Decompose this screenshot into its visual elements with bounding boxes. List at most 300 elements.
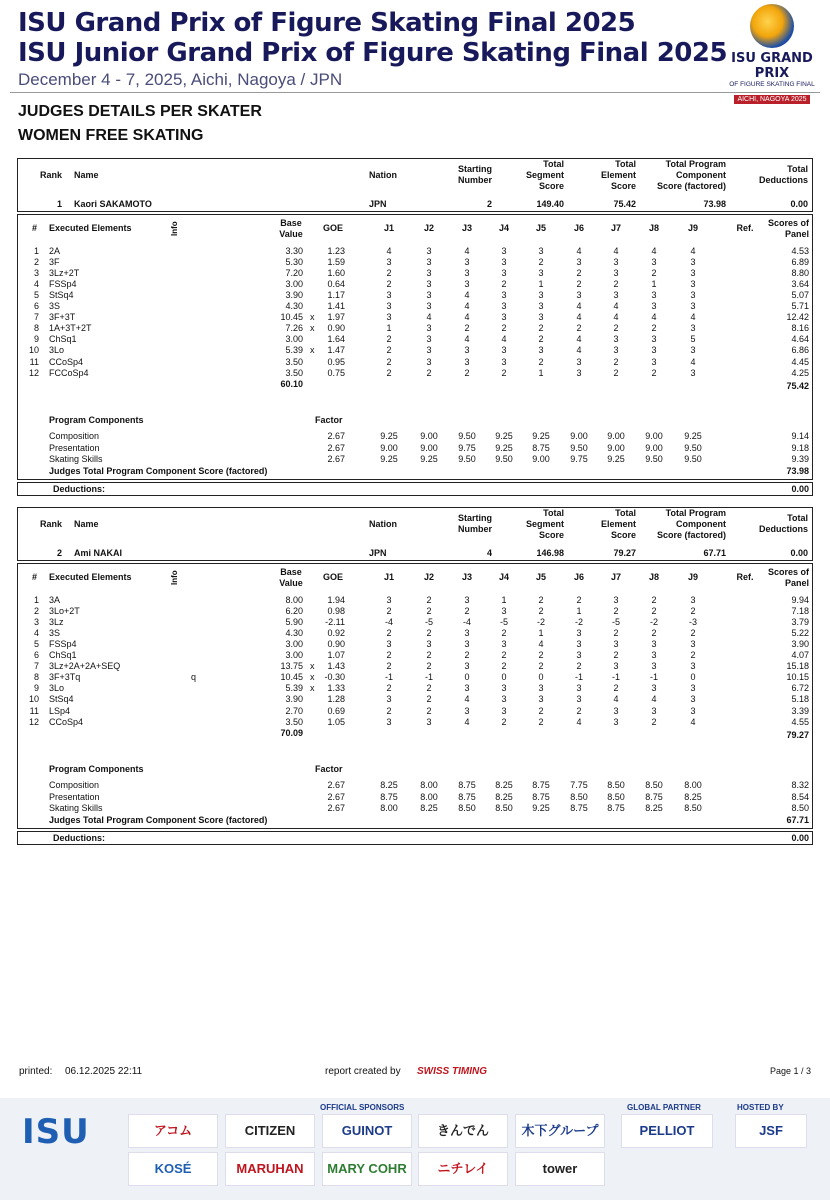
element-name: 3Lz+2T xyxy=(49,268,80,279)
judge-score: 3 xyxy=(651,290,657,301)
judge-header: J7 xyxy=(610,223,621,233)
element-number: 6 xyxy=(33,650,39,661)
element-base-value: 7.20 xyxy=(285,268,303,279)
judge-header: J8 xyxy=(648,572,659,582)
name-header: Name xyxy=(74,170,99,180)
judge-score: 2 xyxy=(538,334,544,345)
judge-score: 3 xyxy=(690,705,696,716)
judge-score: 4 xyxy=(464,334,470,345)
judge-score: -1 xyxy=(424,672,433,683)
element-name: ChSq1 xyxy=(49,650,77,661)
element-name: CCoSp4 xyxy=(49,356,84,367)
component-name: Composition xyxy=(49,780,100,790)
component-name: Composition xyxy=(49,431,100,441)
starting-number-header: Number xyxy=(457,175,492,185)
judge-score: 2 xyxy=(576,279,582,290)
judge-score: 3 xyxy=(576,694,582,705)
judge-score: 3 xyxy=(690,367,696,378)
element-base-value: 6.20 xyxy=(285,606,303,617)
judge-score: 2 xyxy=(426,628,432,639)
component-score: 9.18 xyxy=(791,442,809,453)
component-score: 8.50 xyxy=(791,803,809,813)
judge-score: 4 xyxy=(576,334,582,345)
total-segment-score: 149.40 xyxy=(536,199,564,209)
judge-score: 4 xyxy=(576,345,582,356)
judge-score: 2 xyxy=(426,650,432,661)
component-judge-score: 8.50 xyxy=(645,780,663,790)
element-number: 8 xyxy=(33,323,39,334)
judge-score: 2 xyxy=(651,716,657,727)
judge-score: 2 xyxy=(538,650,544,661)
logo-line2: OF FIGURE SKATING FINAL xyxy=(729,81,815,88)
element-name: FCCoSp4 xyxy=(49,367,89,378)
deductions-header: Deductions xyxy=(758,175,808,185)
judge-score: 0 xyxy=(538,672,544,683)
judge-score: 4 xyxy=(426,312,432,323)
info-header: Info xyxy=(170,221,179,236)
base-value-header: Base xyxy=(280,567,302,577)
judge-score: 3 xyxy=(690,323,696,334)
event-title: ISU Grand Prix of Figure Skating Final 2025 xyxy=(18,8,636,38)
element-score-total: 79.27 xyxy=(786,729,809,740)
element-goe: 1.97 xyxy=(327,312,345,323)
judge-score: 3 xyxy=(538,301,544,312)
element-bonus-marker: x xyxy=(310,323,315,334)
judge-score: 3 xyxy=(651,639,657,650)
segment-score-header: Total xyxy=(543,159,564,169)
judge-header: J5 xyxy=(535,572,546,582)
sponsor-logo: MARUHAN xyxy=(225,1152,315,1186)
element-name: StSq4 xyxy=(49,694,74,705)
component-total-score: 73.98 xyxy=(786,466,809,476)
element-name: 3Lo xyxy=(49,345,65,356)
printed-label: printed: xyxy=(19,1066,53,1077)
judge-score: 3 xyxy=(651,683,657,694)
judge-score: 4 xyxy=(464,246,470,256)
skater-name: Ami NAKAI xyxy=(74,548,123,558)
judge-score: 2 xyxy=(651,268,657,279)
judge-header: J9 xyxy=(687,572,698,582)
element-panel-score: 4.25 xyxy=(791,367,809,378)
judge-score: 4 xyxy=(651,694,657,705)
judge-score: 4 xyxy=(651,312,657,323)
judge-score: -5 xyxy=(611,617,620,628)
scores-of-panel-header: Scores of xyxy=(767,218,809,228)
judge-score: 4 xyxy=(690,246,696,256)
element-goe: 0.92 xyxy=(327,628,345,639)
judge-score: 4 xyxy=(576,246,582,256)
judge-score: 2 xyxy=(501,279,507,290)
report-created-by: report created by xyxy=(325,1066,401,1077)
element-panel-score: 6.86 xyxy=(791,345,809,356)
element-base-value: 3.00 xyxy=(285,639,303,650)
component-factor: 2.67 xyxy=(327,780,345,790)
judge-score: 2 xyxy=(386,268,392,279)
judge-score: 4 xyxy=(613,312,619,323)
judge-score: 1 xyxy=(386,323,392,334)
judge-score: 0 xyxy=(501,672,507,683)
element-panel-score: 3.39 xyxy=(791,705,809,716)
judge-score: 3 xyxy=(464,345,470,356)
judge-score: 3 xyxy=(501,345,507,356)
judge-score: 2 xyxy=(576,705,582,716)
element-panel-score: 6.72 xyxy=(791,683,809,694)
event-dates: December 4 - 7, 2025, Aichi, Nagoya / JPN xyxy=(18,70,343,89)
judge-score: -2 xyxy=(574,617,583,628)
element-name: 1A+3T+2T xyxy=(49,323,92,334)
skater-name: Kaori SAKAMOTO xyxy=(74,199,152,209)
judge-score: 3 xyxy=(501,246,507,256)
element-name: CCoSp4 xyxy=(49,716,84,727)
element-number: 1 xyxy=(33,246,39,256)
component-judge-score: 8.25 xyxy=(420,803,438,813)
judge-score: 2 xyxy=(464,367,470,378)
ref-header: Ref. xyxy=(736,572,754,582)
component-judge-score: 9.00 xyxy=(420,442,438,453)
component-judge-score: 9.25 xyxy=(495,442,513,453)
element-panel-score: 4.55 xyxy=(791,716,809,727)
component-judge-score: 8.00 xyxy=(380,803,398,813)
judge-score: 3 xyxy=(386,290,392,301)
judge-score: 4 xyxy=(576,301,582,312)
element-goe: 1.47 xyxy=(327,345,345,356)
element-info: q xyxy=(191,672,197,683)
element-base-value: 10.45 xyxy=(280,672,303,683)
component-judge-score: 9.25 xyxy=(532,803,550,813)
isu-grand-prix-logo-icon xyxy=(724,4,820,103)
deductions-box xyxy=(17,482,813,496)
component-judge-score: 9.50 xyxy=(495,454,513,464)
base-value-header: Base xyxy=(280,218,302,228)
element-score-total: 75.42 xyxy=(786,380,809,391)
host-logo: JSF xyxy=(735,1114,807,1148)
element-score-header: Element xyxy=(600,170,636,180)
element-base-value: 8.00 xyxy=(285,595,303,605)
deductions-header: Total xyxy=(787,164,808,174)
total-element-score: 75.42 xyxy=(613,199,636,209)
scores-of-panel-header: Panel xyxy=(784,229,809,239)
element-base-value: 5.39 xyxy=(285,345,303,356)
judge-score: 3 xyxy=(538,345,544,356)
judge-score: 3 xyxy=(651,334,657,345)
page-number: Page 1 / 3 xyxy=(769,1066,811,1076)
component-score-header: Score (factored) xyxy=(656,530,726,540)
judge-score: 4 xyxy=(690,716,696,727)
judge-score: 3 xyxy=(538,246,544,256)
component-judge-score: 8.50 xyxy=(495,803,513,813)
judge-header: J1 xyxy=(383,572,394,582)
element-goe: -2.11 xyxy=(325,617,345,628)
judge-score: 3 xyxy=(501,606,507,617)
component-judge-score: 8.50 xyxy=(607,780,625,790)
component-judge-score: 9.00 xyxy=(420,431,438,441)
component-judge-score: 8.25 xyxy=(380,780,398,790)
judge-score: 2 xyxy=(538,661,544,672)
judge-score: 3 xyxy=(501,290,507,301)
element-score-header: Total xyxy=(615,159,636,169)
element-goe: 1.94 xyxy=(327,595,345,605)
judge-score: 3 xyxy=(426,246,432,256)
component-factor: 2.67 xyxy=(327,431,345,441)
judge-score: 4 xyxy=(464,694,470,705)
segment-score-header: Segment xyxy=(525,519,564,529)
judge-score: 2 xyxy=(613,683,619,694)
ref-header: Ref. xyxy=(736,223,754,233)
starting-number-header: Number xyxy=(457,524,492,534)
element-number: 10 xyxy=(28,345,39,356)
component-judge-score: 8.25 xyxy=(495,791,513,802)
hosted-by-label: HOSTED BY xyxy=(737,1103,784,1112)
judge-score: 4 xyxy=(464,716,470,727)
swiss-timing-logo: SWISS TIMING xyxy=(417,1066,487,1077)
element-panel-score: 5.71 xyxy=(791,301,809,312)
element-base-value: 4.30 xyxy=(285,301,303,312)
element-panel-score: 6.89 xyxy=(791,257,809,268)
sponsor-logo: MARY COHR xyxy=(322,1152,412,1186)
component-judge-score: 9.50 xyxy=(645,454,663,464)
judge-score: 2 xyxy=(386,628,392,639)
judge-score: 3 xyxy=(426,268,432,279)
judge-score: 3 xyxy=(386,301,392,312)
sponsor-logo: アコム xyxy=(128,1114,218,1148)
judge-score: 0 xyxy=(690,672,696,683)
element-number: 11 xyxy=(29,705,39,716)
element-name: 3F xyxy=(49,257,60,268)
element-name: FSSp4 xyxy=(49,279,77,290)
judge-score: 2 xyxy=(501,650,507,661)
judge-header: J5 xyxy=(535,223,546,233)
element-number: 9 xyxy=(33,683,39,694)
starting-number: 2 xyxy=(486,199,492,209)
judge-score: 3 xyxy=(501,312,507,323)
judge-score: 3 xyxy=(464,705,470,716)
component-judge-score: 9.00 xyxy=(607,442,625,453)
judge-score: 2 xyxy=(690,606,696,617)
deductions-label: Deductions: xyxy=(53,484,106,494)
header-divider xyxy=(10,92,820,93)
element-base-value: 3.90 xyxy=(285,290,303,301)
judge-score: 2 xyxy=(426,661,432,672)
judge-score: 3 xyxy=(651,661,657,672)
judge-score: 2 xyxy=(651,606,657,617)
element-number: 5 xyxy=(33,639,39,650)
judge-score: 3 xyxy=(576,356,582,367)
component-judge-score: 8.25 xyxy=(495,780,513,790)
judge-score: 2 xyxy=(538,606,544,617)
element-goe: 1.05 xyxy=(327,716,345,727)
judge-header: J4 xyxy=(498,572,509,582)
judge-header: J4 xyxy=(498,223,509,233)
element-number-header: # xyxy=(32,223,38,233)
element-base-value: 4.30 xyxy=(285,628,303,639)
element-number: 7 xyxy=(33,661,39,672)
judge-score: 3 xyxy=(386,312,392,323)
judge-score: 2 xyxy=(613,606,619,617)
judge-score: 2 xyxy=(538,356,544,367)
element-number: 3 xyxy=(33,268,39,279)
judge-score: 3 xyxy=(651,705,657,716)
component-score: 9.14 xyxy=(791,431,809,441)
element-number: 10 xyxy=(28,694,39,705)
judge-score: -4 xyxy=(462,617,471,628)
judge-score: 2 xyxy=(426,606,432,617)
judge-score: 3 xyxy=(538,312,544,323)
judge-header: J2 xyxy=(423,572,434,582)
component-judge-score: 8.75 xyxy=(532,780,550,790)
element-number: 4 xyxy=(33,279,39,290)
component-judge-score: 9.00 xyxy=(645,442,663,453)
global-partner-label: GLOBAL PARTNER xyxy=(627,1103,701,1112)
judge-score: 2 xyxy=(613,323,619,334)
skater-rank: 2 xyxy=(56,548,62,558)
deductions-value: 0.00 xyxy=(791,484,809,494)
document-title xyxy=(18,100,262,148)
judge-score: 2 xyxy=(386,367,392,378)
component-judge-score: 9.25 xyxy=(380,454,398,464)
judge-score: 3 xyxy=(690,694,696,705)
nation-header: Nation xyxy=(369,170,397,180)
judge-score: 2 xyxy=(464,606,470,617)
judge-score: 3 xyxy=(613,705,619,716)
element-base-value: 3.90 xyxy=(285,694,303,705)
segment-score-header: Total xyxy=(543,508,564,518)
element-panel-score: 5.22 xyxy=(791,628,809,639)
element-score-header: Total xyxy=(615,508,636,518)
judge-score: 2 xyxy=(538,716,544,727)
judge-score: 3 xyxy=(464,628,470,639)
judge-score: 2 xyxy=(651,323,657,334)
element-name: 3S xyxy=(49,628,61,639)
judge-score: 3 xyxy=(426,301,432,312)
element-goe: 1.41 xyxy=(327,301,345,312)
element-base-value: 3.50 xyxy=(285,367,303,378)
judge-score: -3 xyxy=(688,617,697,628)
element-goe: -0.30 xyxy=(324,672,345,683)
component-judge-score: 8.50 xyxy=(607,791,625,802)
element-goe: 1.64 xyxy=(327,334,345,345)
factor-header: Factor xyxy=(315,415,343,425)
starting-number-header: Starting xyxy=(457,164,492,174)
judge-score: 2 xyxy=(538,705,544,716)
judge-score: 3 xyxy=(501,694,507,705)
logo-emblem-icon xyxy=(750,4,794,48)
component-score: 9.39 xyxy=(791,454,809,464)
judge-score: 3 xyxy=(538,290,544,301)
judge-header: J8 xyxy=(648,223,659,233)
sponsor-logo: CITIZEN xyxy=(225,1114,315,1148)
judge-score: 2 xyxy=(576,268,582,279)
element-goe: 0.90 xyxy=(327,323,345,334)
event-title-junior: ISU Junior Grand Prix of Figure Skating Final 2025 xyxy=(18,38,728,68)
base-value-total: 60.10 xyxy=(280,378,303,389)
judge-score: -1 xyxy=(574,672,583,683)
judge-score: 2 xyxy=(386,661,392,672)
component-judge-score: 8.75 xyxy=(380,791,398,802)
judge-header: J3 xyxy=(461,223,472,233)
judge-score: 3 xyxy=(426,257,432,268)
judge-score: 3 xyxy=(426,323,432,334)
judge-score: 3 xyxy=(690,279,696,290)
judge-score: 3 xyxy=(690,290,696,301)
judge-score: 3 xyxy=(576,628,582,639)
judge-score: 3 xyxy=(538,268,544,279)
official-sponsors-label: OFFICIAL SPONSORS xyxy=(320,1103,405,1112)
judge-score: 3 xyxy=(651,356,657,367)
goe-header: GOE xyxy=(322,223,343,233)
component-judge-score: 9.00 xyxy=(607,431,625,441)
component-factor: 2.67 xyxy=(327,791,345,802)
component-judge-score: 9.50 xyxy=(684,442,702,453)
judge-score: 4 xyxy=(690,312,696,323)
element-goe: 1.07 xyxy=(327,650,345,661)
deductions-header: Total xyxy=(787,513,808,523)
judge-score: 2 xyxy=(576,661,582,672)
component-factor: 2.67 xyxy=(327,442,345,453)
component-judge-score: 9.25 xyxy=(420,454,438,464)
starting-number-header: Starting xyxy=(457,513,492,523)
element-base-value: 3.00 xyxy=(285,334,303,345)
judge-score: 2 xyxy=(538,257,544,268)
element-goe: 1.60 xyxy=(327,268,345,279)
judge-score: -5 xyxy=(424,617,433,628)
judge-score: 4 xyxy=(613,694,619,705)
judge-score: 4 xyxy=(464,312,470,323)
element-score-header: Score xyxy=(610,530,636,540)
element-panel-score: 8.16 xyxy=(791,323,809,334)
isu-logo: ISU xyxy=(22,1112,90,1152)
judge-score: 3 xyxy=(613,257,619,268)
judge-score: 5 xyxy=(690,334,696,345)
element-number: 11 xyxy=(29,356,39,367)
element-number: 12 xyxy=(28,716,39,727)
element-goe: 0.98 xyxy=(327,606,345,617)
component-judge-score: 8.00 xyxy=(420,780,438,790)
judge-score: 3 xyxy=(690,595,696,605)
element-base-value: 10.45 xyxy=(280,312,303,323)
judge-score: 3 xyxy=(426,639,432,650)
judge-score: -1 xyxy=(611,672,620,683)
judge-score: 2 xyxy=(426,705,432,716)
component-judge-score: 8.75 xyxy=(532,791,550,802)
component-judge-score: 9.75 xyxy=(458,442,476,453)
skater-nation: JPN xyxy=(369,548,387,558)
judge-score: 2 xyxy=(386,650,392,661)
component-judge-score: 9.50 xyxy=(684,454,702,464)
component-judge-score: 9.25 xyxy=(380,431,398,441)
element-base-value: 3.00 xyxy=(285,650,303,661)
component-judge-score: 9.25 xyxy=(495,431,513,441)
judge-score: 3 xyxy=(538,683,544,694)
judge-score: -4 xyxy=(384,617,393,628)
judge-score: 3 xyxy=(690,683,696,694)
element-base-value: 13.75 xyxy=(280,661,303,672)
rank-header: Rank xyxy=(40,519,63,529)
judge-score: 3 xyxy=(690,345,696,356)
scores-of-panel-header: Scores of xyxy=(767,567,809,577)
component-score-header: Component xyxy=(676,519,726,529)
judge-score: 3 xyxy=(426,356,432,367)
goe-header: GOE xyxy=(322,572,343,582)
judge-score: 2 xyxy=(576,323,582,334)
element-name: ChSq1 xyxy=(49,334,77,345)
judge-score: 3 xyxy=(613,334,619,345)
component-judge-score: 9.75 xyxy=(570,454,588,464)
starting-number: 4 xyxy=(486,548,492,558)
element-base-value: 2.70 xyxy=(285,705,303,716)
element-name: 2A xyxy=(49,246,61,256)
component-judge-score: 7.75 xyxy=(570,780,588,790)
judge-score: 3 xyxy=(464,683,470,694)
